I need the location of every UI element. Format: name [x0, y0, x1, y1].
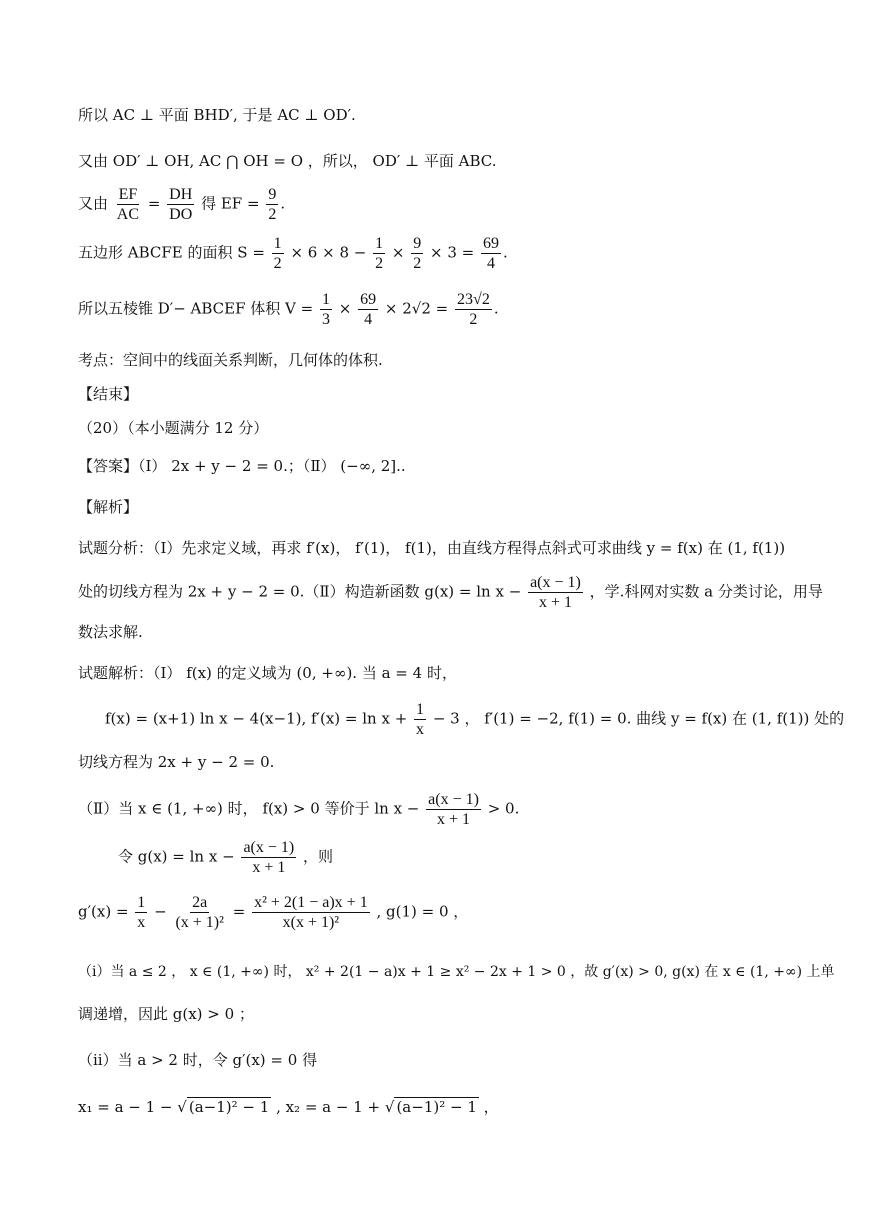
line-case-ii: （ii）当 a > 2 时，令 g′(x) = 0 得 — [78, 1051, 318, 1069]
line-case-i-cont: 调递增，因此 g(x) > 0 ； — [78, 1005, 254, 1023]
line-analysis-3: 数法求解. — [78, 623, 143, 641]
fraction-nine-two: $\frac{9}{2}$ — [268, 186, 277, 223]
line-analysis-2: 处的切线方程为 2x + y − 2 = 0.（Ⅱ）构造新函数 g(x) = ln x − $\frac{a(x - 1)}{x + 1}$ ，学.科网对实数 a 分类讨论，用导 — [78, 574, 823, 611]
line-pyramid-volume: 所以五棱锥 D′− ABCEF 体积 V = $\frac{1}{3}$ × $\frac{69}{4}$ × 2√2 = $\frac{23√2}{2}$ . — [78, 291, 499, 328]
line-analysis-1: 试题分析：（Ⅰ）先求定义域，再求 f′(x)， f′(1)， f(1)，由直线方程得点斜式可求曲线 y = f(x) 在 (1, f(1)) — [78, 539, 786, 557]
line-ac-perp-bhd: 所以 AC ⊥ 平面 BHD′, 于是 AC ⊥ OD′. — [78, 106, 356, 124]
line-case-i: （i）当 a ≤ 2 ， x ∈ (1, +∞) 时， x² + 2(1 − a)x + 1 ≥ x² − 2x + 1 > 0 ，故 g′(x) > 0, g(x) 在 x ∈ (1, +∞) 上单 — [78, 964, 835, 980]
fraction-dh-do: $\frac{DH}{DO}$ — [169, 186, 193, 223]
line-g-derivative: g′(x) = $\frac{1}{x}$ − $\frac{2a}{\text{(x + 1)²}}$ = $\frac{\text{x² + 2(1 − a)x + 1}}{\text{x(x + 1)²}}$ , g(1) = 0 ， — [78, 894, 469, 931]
line-pentagon-area: 五边形 ABCFE 的面积 S = $\frac{1}{2}$ × 6 × 8 − $\frac{1}{2}$ × $\frac{9}{2}$ × 3 = $\frac{69}{4}$ . — [78, 235, 508, 272]
line-part2-equiv: （Ⅱ）当 x ∈ (1, +∞) 时， f(x) > 0 等价于 ln x − $\frac{a(x - 1)}{x + 1}$ > 0. — [78, 791, 520, 828]
line-answer: 【答案】（Ⅰ） 2x + y − 2 = 0.；（Ⅱ） (−∞, 2].. — [78, 457, 406, 475]
line-tangent: 切线方程为 2x + y − 2 = 0. — [78, 753, 275, 771]
line-solution-1: 试题解析：（Ⅰ） f(x) 的定义域为 (0, +∞). 当 a = 4 时， — [78, 664, 457, 682]
line-define-g: 令 g(x) = ln x − $\frac{a(x - 1)}{x + 1}$ ，则 — [118, 839, 334, 876]
line-solution-fx: f(x) = (x+1) ln x − 4(x−1), f′(x) = ln x + $\frac{1}{x}$ − 3 ， f′(1) = −2, f(1) = 0. 曲线 y = f(x) 在 (1, f(1)) 处的 — [105, 701, 845, 738]
line-end-marker: 【结束】 — [78, 385, 139, 403]
line-roots: x₁ = a − 1 − √ (a−1)² − 1 , x₂ = a − 1 + √ (a−1)² − 1 ， — [78, 1098, 499, 1116]
fraction-g: $\frac{a(x - 1)}{x + 1}$ — [530, 574, 581, 611]
fraction-ef-ac: $\frac{EF}{AC}$ — [116, 186, 140, 223]
line-question-20: （20）（本小题满分 12 分） — [78, 419, 269, 437]
line-analysis-heading: 【解析】 — [78, 498, 139, 516]
line-od-perp-abc: 又由 OD′ ⊥ OH, AC ⋂ OH = O ，所以， OD′ ⊥ 平面 ABC. — [78, 152, 497, 170]
line-ef-ratio: 又由 $\frac{EF}{AC}$ = $\frac{DH}{DO}$ 得 EF = $\frac{9}{2}$ . — [78, 186, 286, 223]
line-kaodian: 考点：空间中的线面关系判断，几何体的体积. — [78, 351, 383, 369]
